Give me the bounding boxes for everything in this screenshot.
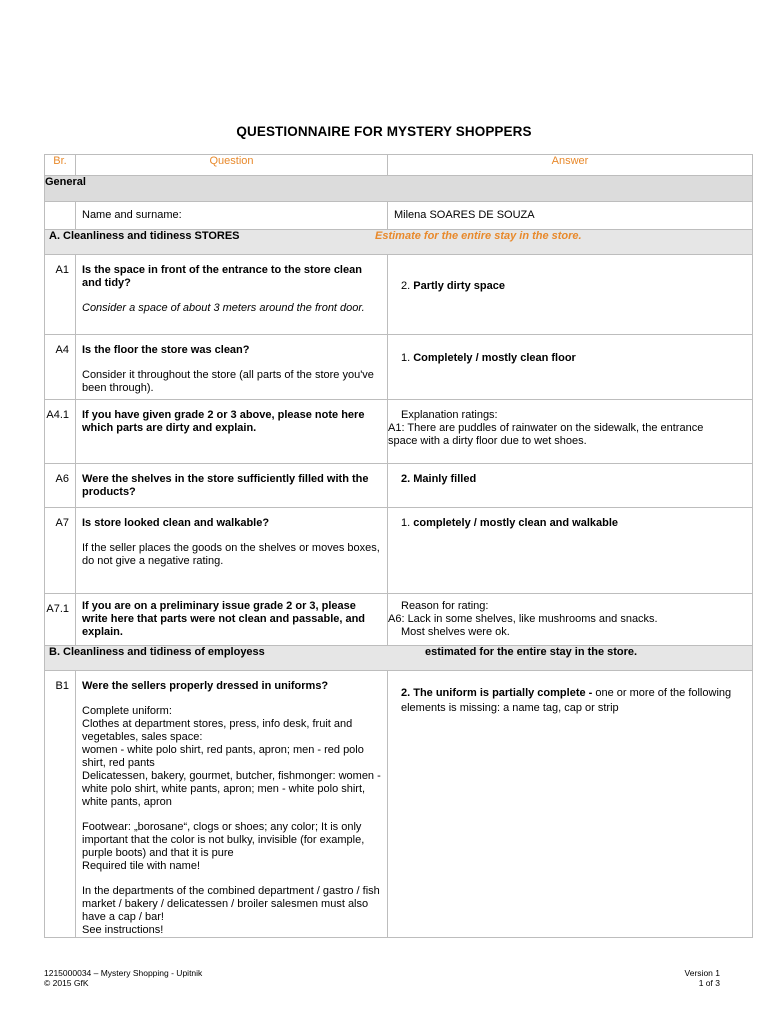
- question-detail: Delicatessen, bakery, gourmet, butcher, fishmonger: women - white polo shirt, white pants, apron; men - white polo shirt, white pants, apron: [82, 770, 381, 808]
- question-hint: Consider it throughout the store (all parts of the store you've been through).: [82, 369, 374, 394]
- page-title: QUESTIONNAIRE FOR MYSTERY SHOPPERS: [236, 124, 532, 139]
- answer-number: 2.: [401, 280, 414, 292]
- footer-project: 1215000034 – Mystery Shopping - Upitnik: [44, 968, 203, 978]
- question-text: Is the floor the store was clean?: [82, 344, 250, 356]
- footer-copyright: © 2015 GfK: [44, 978, 89, 988]
- question-detail: See instructions!: [82, 924, 164, 936]
- header-question: Question: [76, 155, 388, 176]
- questionnaire-table: [44, 154, 753, 938]
- table-row: [45, 464, 753, 508]
- footer-page: 1 of 3: [698, 978, 720, 988]
- question-detail: In the departments of the combined department / gastro / fish market / bakery / delicatessen / broiler salesmen must also have a cap / bar!: [82, 885, 380, 923]
- table-row: [45, 255, 753, 335]
- answer-line: Explanation ratings:: [401, 409, 498, 421]
- question-text: Were the shelves in the store sufficiently filled with the products?: [82, 473, 369, 498]
- question-hint: Consider a space of about 3 meters around the front door.: [82, 302, 365, 314]
- table-row: [45, 594, 753, 646]
- section-b-note: estimated for the entire stay in the store.: [425, 646, 638, 658]
- question-detail: Clothes at department stores, press, info desk, fruit and vegetables, sales space:: [82, 718, 353, 743]
- question-number: A7: [45, 508, 76, 594]
- table-row: [45, 202, 753, 230]
- section-a-note: Estimate for the entire stay in the store.: [375, 230, 582, 242]
- table-row: [45, 671, 753, 938]
- table-row: [45, 508, 753, 594]
- name-label: Name and surname:: [76, 202, 388, 230]
- answer-line: A6: Lack in some shelves, like mushrooms and snacks.: [388, 613, 658, 625]
- question-number: A6: [45, 464, 76, 508]
- answer-text: 2. The uniform is partially complete -: [401, 687, 596, 699]
- question-text: Were the sellers properly dressed in uniforms?: [82, 680, 329, 692]
- question-detail: Footwear: „borosane“, clogs or shoes; any color; It is only important that the color is not bulky, invisible (for example, purple boots) and that it is pure: [82, 821, 365, 859]
- header-answer: Answer: [388, 155, 753, 176]
- question-text: Is the space in front of the entrance to the store clean and tidy?: [82, 264, 362, 289]
- question-text: If you are on a preliminary issue grade 2 or 3, please write here that parts were not clean and passable, and explain.: [82, 600, 366, 638]
- answer-line: Reason for rating:: [401, 600, 489, 612]
- table-row: [45, 335, 753, 400]
- footer-version: Version 1: [684, 968, 720, 978]
- section-b-row: [45, 646, 753, 671]
- answer-text: Partly dirty space: [413, 280, 505, 292]
- question-number: A7.1: [45, 594, 76, 646]
- answer-text: Completely / mostly clean floor: [413, 352, 576, 364]
- answer-number: 1.: [401, 517, 414, 529]
- table-header-row: [45, 155, 753, 176]
- answer-detail: one or more of the following elements is missing: a name tag, cap or strip: [401, 687, 732, 714]
- question-detail: women - white polo shirt, red pants, apron; men - red polo shirt, red pants: [82, 744, 364, 769]
- general-label: General: [45, 176, 753, 202]
- question-text: Is store looked clean and walkable?: [82, 517, 270, 529]
- section-a-title: A. Cleanliness and tidiness STORES: [49, 230, 240, 242]
- answer-line: Most shelves were ok.: [401, 626, 510, 638]
- answer-text: 2. Mainly filled: [388, 464, 753, 508]
- answer-line: A1: There are puddles of rainwater on the sidewalk, the entrance: [388, 422, 704, 434]
- footer-left: [44, 968, 202, 988]
- answer-number: 1.: [401, 352, 414, 364]
- table-row: [45, 400, 753, 464]
- question-number: B1: [45, 671, 76, 938]
- question-number: A1: [45, 255, 76, 335]
- question-hint: If the seller places the goods on the shelves or moves boxes, do not give a negative rating.: [82, 542, 380, 567]
- footer-right: [685, 968, 720, 988]
- section-a-row: [45, 230, 753, 255]
- question-detail: Complete uniform:: [82, 705, 172, 717]
- general-section-row: [45, 176, 753, 202]
- section-b-title: B. Cleanliness and tidiness of employess: [49, 646, 265, 658]
- question-detail: Required tile with name!: [82, 860, 201, 872]
- answer-line: space with a dirty floor due to wet shoes.: [388, 435, 587, 447]
- question-number: A4: [45, 335, 76, 400]
- header-br: Br.: [45, 155, 76, 176]
- answer-text: completely / mostly clean and walkable: [413, 517, 619, 529]
- question-number: A4.1: [45, 400, 76, 464]
- question-text: If you have given grade 2 or 3 above, please note here which parts are dirty and explain.: [82, 409, 365, 434]
- name-value: Milena SOARES DE SOUZA: [388, 202, 753, 230]
